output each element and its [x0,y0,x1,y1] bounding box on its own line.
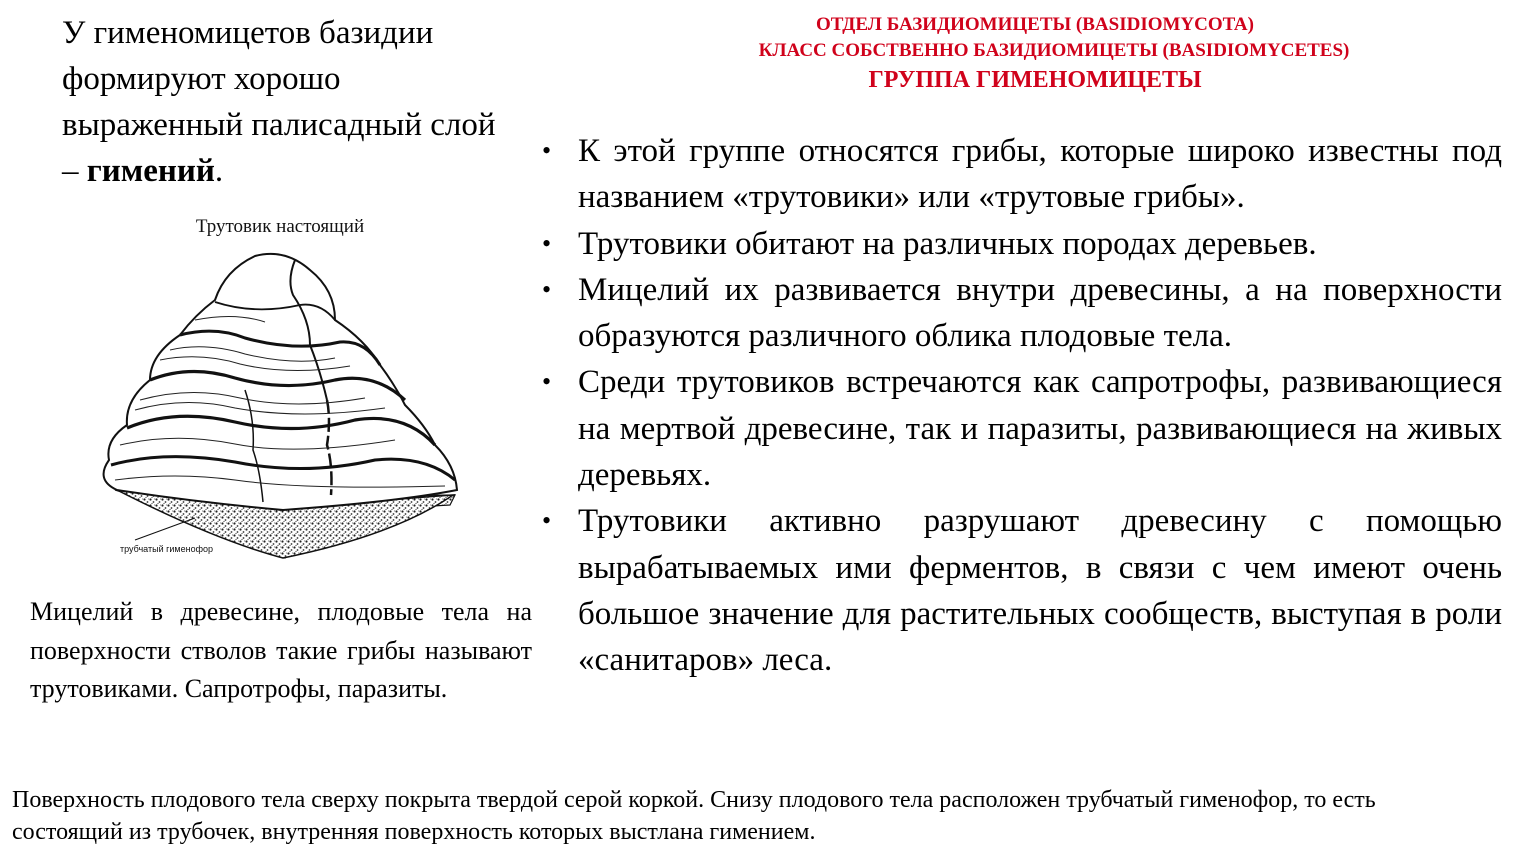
header-class: КЛАСС СОБСТВЕННО БАЗИДИОМИЦЕТЫ (BASIDIOMYCETES) [758,40,1350,61]
tinder-fungus-drawing [95,240,465,560]
bullet-item: • Трутовики активно разрушают древесину с помощью вырабатываемых ими ферментов, в связи с чем имеют очень большое значение для растительных сообществ, выступая в роли «санитаров» леса. [540,498,1502,683]
intro-main: У гименомицетов базидии формируют хорошо выраженный палисадный слой – [62,15,496,189]
figure-title: Трутовик настоящий [195,216,365,237]
bottom-note: Поверхность плодового тела сверху покрыта твердой серой коркой. Снизу плодового тела расположен трубчатый гименофор, то есть состоящий из трубочек, внутренняя поверхность которых выстлана гимением. [12,787,1376,845]
bullet-item: • К этой группе относятся грибы, которые широко известны под названием «трутовики» или «трутовые грибы». [540,128,1502,221]
intro-end: . [214,153,224,189]
slide-header [540,12,1530,96]
header-group: ГРУППА ГИМЕНОМИЦЕТЫ [868,67,1202,93]
cap-outline [104,254,457,510]
bullet-list [540,128,1502,684]
bullet-item: • Мицелий их развивается внутри древесины, а на поверхности образуются различного облика плодовые тела. [540,267,1502,360]
intro-text [62,10,502,194]
tinder-fungus-figure [95,212,465,562]
intro-bold-term: гимений [86,153,215,189]
bullet-item: • Трутовики обитают на различных породах деревьев. [540,221,1502,267]
header-division: ОТДЕЛ БАЗИДИОМИЦЕТЫ (BASIDIOMYCOTA) [816,14,1254,35]
figure-caption: Мицелий в древесине, плодовые тела на поверхности стволов такие грибы называют трутовиками. Сапротрофы, паразиты. [30,597,532,703]
hymenophore-label: трубчатый гименофор [120,544,213,554]
bullet-item: • Среди трутовиков встречаются как сапротрофы, развивающиеся на мертвой древесине, так и паразиты, развивающиеся на живых деревьях. [540,359,1502,498]
